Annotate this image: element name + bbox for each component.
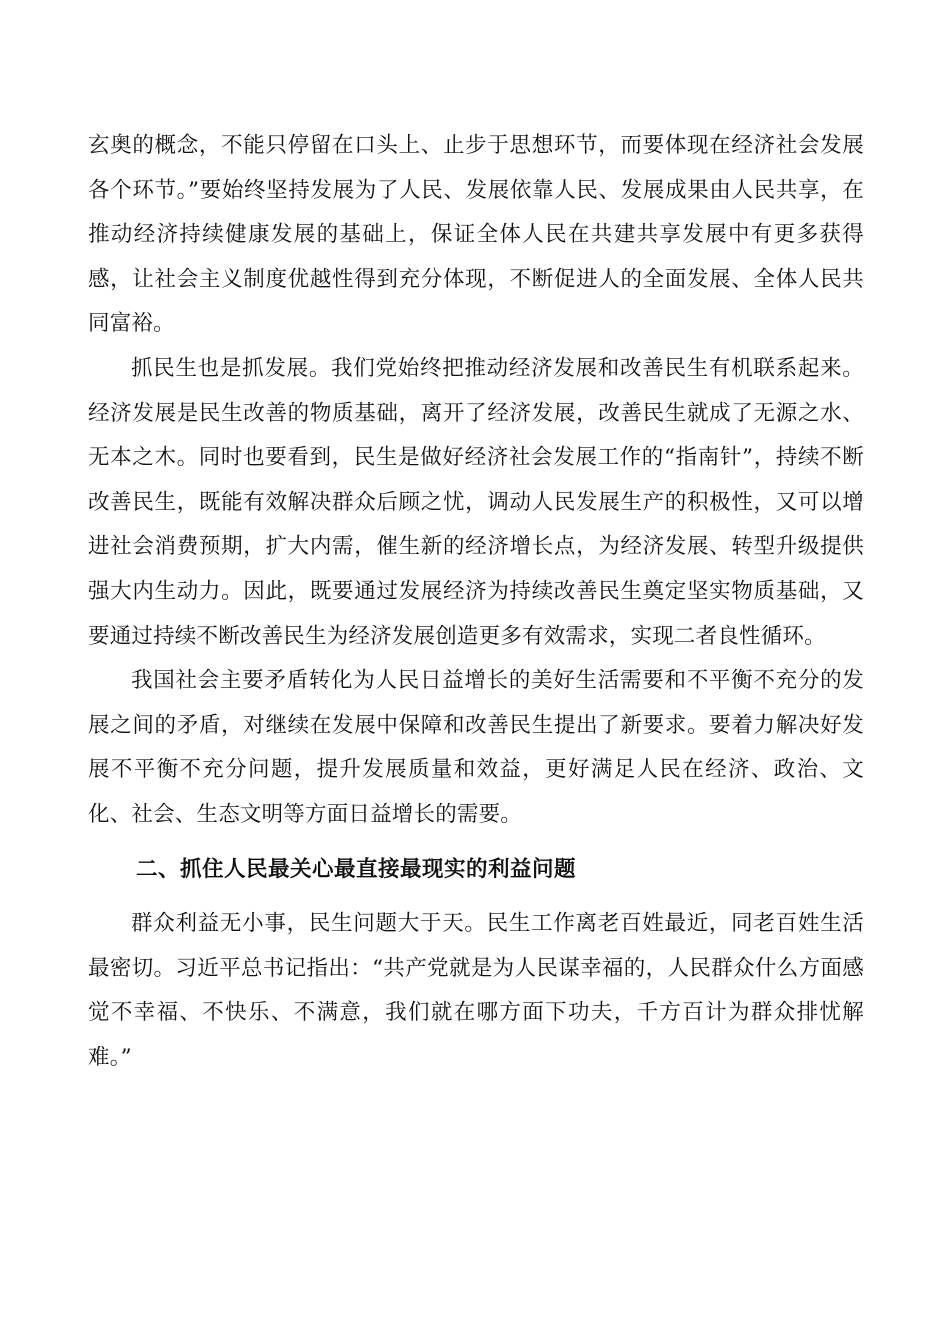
paragraph-continued: 玄奥的概念，不能只停留在口头上、止步于思想环节，而要体现在经济社会发展各个环节。”要始终坚持发展为了人民、发展依靠人民、发展成果由人民共享，在推动经济持续健康发展的基础上，保证全体人民在共建共享发展中有更多获得感，让社会主义制度优越性得到充分体现，不断促进人的全面发展、全体人民共同富裕。 <box>88 133 864 337</box>
paragraph-principal-contradiction: 我国社会主要矛盾转化为人民日益增长的美好生活需要和不平衡不充分的发展之间的矛盾，对继续在发展中保障和改善民生提出了新要求。要着力解决好发展不平衡不充分问题，提升发展质量和效益，更好满足人民在经济、政治、文化、社会、生态文明等方面日益增长的需要。 <box>88 668 864 827</box>
document-body <box>88 124 864 1080</box>
section-heading: 二、抓住人民最关心最直接最现实的利益问题 <box>136 856 577 882</box>
paragraph-livelihood-development: 抓民生也是抓发展。我们党始终把推动经济发展和改善民生有机联系起来。经济发展是民生改善的物质基础，离开了经济发展，改善民生就成了无源之水、无本之木。同时也要看到，民生是做好经济社会发展工作的“指南针”，持续不断改善民生，既能有效解决群众后顾之忧，调动人民发展生产的积极性，又可以增进社会消费预期，扩大内需，催生新的经济增长点，为经济发展、转型升级提供强大内生动力。因此，既要通过发展经济为持续改善民生奠定坚实物质基础，又要通过持续不断改善民生为经济发展创造更多有效需求，实现二者良性循环。 <box>88 355 864 649</box>
paragraph-people-interests: 群众利益无小事，民生问题大于天。民生工作离老百姓最近，同老百姓生活最密切。习近平总书记指出：“共产党就是为人民谋幸福的，人民群众什么方面感觉不幸福、不快乐、不满意，我们就在哪方面下功夫，千方百计为群众排忧解难。” <box>88 911 864 1070</box>
